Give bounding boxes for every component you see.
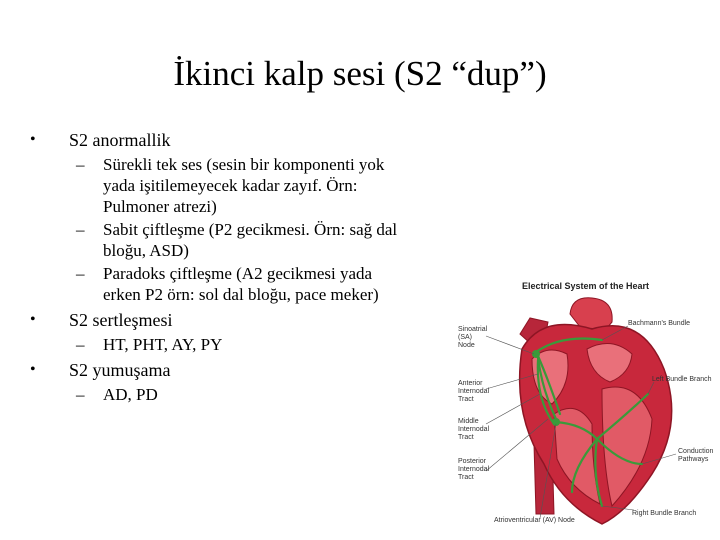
bullet-text: S2 sertleşmesi bbox=[69, 310, 173, 330]
sub-bullet-line: Sabit çiftleşme (P2 gecikmesi. Örn: sağ dal bbox=[103, 220, 398, 239]
sub-bullet-line: bloğu, ASD) bbox=[103, 241, 189, 260]
bullet-s2-anormallik bbox=[30, 128, 460, 305]
bullet-s2-sertlesmesi bbox=[30, 308, 460, 355]
bullet-text: S2 yumuşama bbox=[69, 360, 171, 380]
sub-bullet-line: HT, PHT, AY, PY bbox=[103, 335, 223, 354]
sub-bullet-dash: – bbox=[76, 264, 85, 283]
label-sa-node: Sinoatrial (SA) Node bbox=[458, 326, 488, 349]
label-av-node: Atrioventricular (AV) Node bbox=[494, 517, 575, 524]
sub-bullet-line: AD, PD bbox=[103, 385, 158, 404]
heart-illustration bbox=[452, 274, 720, 536]
sub-bullet-line: Pulmoner atrezi) bbox=[103, 197, 217, 216]
label-middle-internodal: Middle Internodal Tract bbox=[458, 418, 490, 441]
bullet-text: S2 anormallik bbox=[69, 130, 171, 150]
bullet-dot: • bbox=[30, 131, 36, 148]
label-right-bundle: Right Bundle Branch bbox=[632, 510, 697, 517]
label-anterior-internodal: Anterior Internodal Tract bbox=[458, 380, 490, 403]
sub-bullet-dash: – bbox=[76, 335, 85, 354]
sub-bullet-line: erken P2 örn: sol dal bloğu, pace meker) bbox=[103, 285, 379, 304]
slide-title: İkinci kalp sesi (S2 “dup”) bbox=[173, 54, 547, 93]
label-bachmann: Bachmann's Bundle bbox=[628, 320, 691, 327]
bullet-dot: • bbox=[30, 361, 36, 378]
left-ventricle bbox=[602, 387, 652, 506]
bullet-list bbox=[30, 128, 460, 408]
heart-electrical-system-figure bbox=[452, 274, 720, 536]
sub-bullet-dash: – bbox=[76, 385, 85, 404]
sub-bullet-dash: – bbox=[76, 155, 85, 174]
label-conduction-pathways: Conduction Pathways bbox=[678, 448, 714, 463]
label-left-bundle: Left Bundle Branch bbox=[652, 376, 712, 383]
sub-bullet-line: Paradoks çiftleşme (A2 gecikmesi yada bbox=[103, 264, 373, 283]
sub-bullet-line: Sürekli tek ses (sesin bir komponenti yok bbox=[103, 155, 385, 174]
sub-bullet-line: yada işitilemeyecek kadar zayıf. Örn: bbox=[103, 176, 358, 195]
bullet-s2-yumusama bbox=[30, 358, 460, 405]
label-posterior-internodal: Posterior Internodal Tract bbox=[458, 458, 490, 481]
figure-title: Electrical System of the Heart bbox=[522, 281, 650, 291]
sub-bullet-dash: – bbox=[76, 220, 85, 239]
bullet-dot: • bbox=[30, 311, 36, 328]
